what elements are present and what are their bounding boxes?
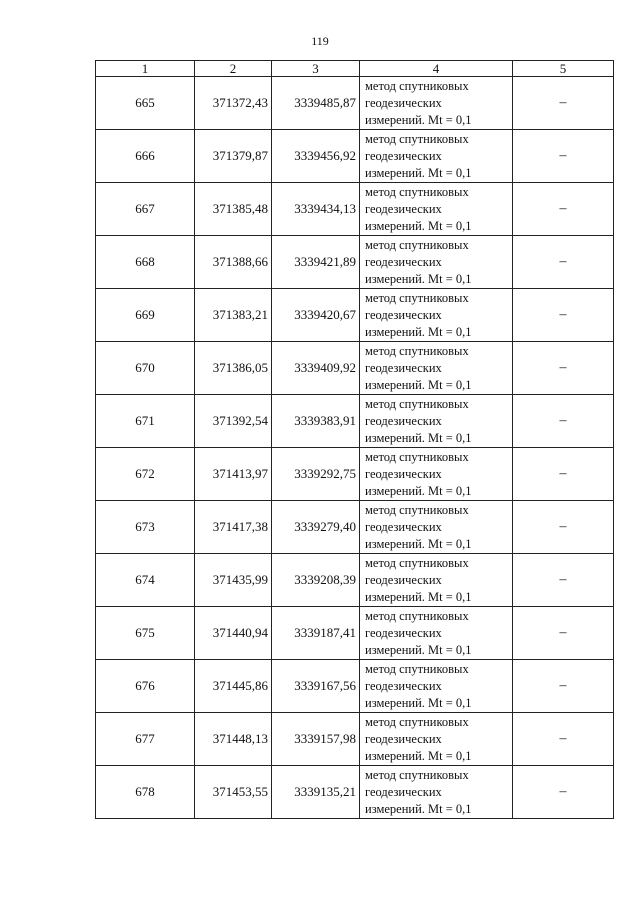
method-line: геодезических <box>365 254 442 269</box>
method-line: геодезических <box>365 784 442 799</box>
method-line: измерений. Mt = 0,1 <box>365 165 472 180</box>
x-coordinate-cell: 371383,21 <box>195 289 272 342</box>
point-number-cell: 672 <box>96 448 195 501</box>
method-line: метод спутниковых <box>365 449 469 464</box>
table-row <box>96 130 614 183</box>
note-cell: – <box>513 607 614 660</box>
point-number-cell: 667 <box>96 183 195 236</box>
method-line: измерений. Mt = 0,1 <box>365 483 472 498</box>
point-number-cell: 669 <box>96 289 195 342</box>
method-line: измерений. Mt = 0,1 <box>365 642 472 657</box>
note-cell: – <box>513 395 614 448</box>
method-line: метод спутниковых <box>365 343 469 358</box>
note-cell: – <box>513 77 614 130</box>
method-line: метод спутниковых <box>365 78 469 93</box>
method-line: измерений. Mt = 0,1 <box>365 589 472 604</box>
x-coordinate-cell: 371440,94 <box>195 607 272 660</box>
method-cell <box>360 395 513 448</box>
method-line: метод спутниковых <box>365 237 469 252</box>
y-coordinate-cell: 3339279,40 <box>272 501 360 554</box>
y-coordinate-cell: 3339485,87 <box>272 77 360 130</box>
y-coordinate-cell: 3339135,21 <box>272 766 360 819</box>
point-number-cell: 678 <box>96 766 195 819</box>
method-cell <box>360 713 513 766</box>
method-line: геодезических <box>365 625 442 640</box>
point-number-cell: 677 <box>96 713 195 766</box>
note-cell: – <box>513 713 614 766</box>
note-cell: – <box>513 554 614 607</box>
point-number-cell: 665 <box>96 77 195 130</box>
method-cell <box>360 607 513 660</box>
note-cell: – <box>513 130 614 183</box>
column-header: 4 <box>360 61 513 77</box>
table-row <box>96 448 614 501</box>
method-line: метод спутниковых <box>365 661 469 676</box>
point-number-cell: 671 <box>96 395 195 448</box>
y-coordinate-cell: 3339421,89 <box>272 236 360 289</box>
method-line: геодезических <box>365 201 442 216</box>
method-cell <box>360 501 513 554</box>
column-header: 1 <box>96 61 195 77</box>
x-coordinate-cell: 371453,55 <box>195 766 272 819</box>
point-number-cell: 670 <box>96 342 195 395</box>
method-line: геодезических <box>365 360 442 375</box>
table-row <box>96 607 614 660</box>
method-cell <box>360 660 513 713</box>
method-cell <box>360 448 513 501</box>
method-line: метод спутниковых <box>365 290 469 305</box>
x-coordinate-cell: 371372,43 <box>195 77 272 130</box>
table-row <box>96 554 614 607</box>
method-line: геодезических <box>365 95 442 110</box>
y-coordinate-cell: 3339157,98 <box>272 713 360 766</box>
method-cell <box>360 77 513 130</box>
table-row <box>96 236 614 289</box>
method-line: измерений. Mt = 0,1 <box>365 748 472 763</box>
method-cell <box>360 130 513 183</box>
table-row <box>96 395 614 448</box>
x-coordinate-cell: 371417,38 <box>195 501 272 554</box>
method-line: геодезических <box>365 307 442 322</box>
y-coordinate-cell: 3339409,92 <box>272 342 360 395</box>
table-header-row <box>96 61 614 77</box>
method-line: метод спутниковых <box>365 555 469 570</box>
x-coordinate-cell: 371435,99 <box>195 554 272 607</box>
table-row <box>96 501 614 554</box>
column-header: 2 <box>195 61 272 77</box>
point-number-cell: 666 <box>96 130 195 183</box>
x-coordinate-cell: 371386,05 <box>195 342 272 395</box>
method-line: измерений. Mt = 0,1 <box>365 271 472 286</box>
note-cell: – <box>513 289 614 342</box>
method-line: геодезических <box>365 572 442 587</box>
method-line: измерений. Mt = 0,1 <box>365 695 472 710</box>
method-cell <box>360 289 513 342</box>
note-cell: – <box>513 660 614 713</box>
table-row <box>96 77 614 130</box>
method-cell <box>360 183 513 236</box>
method-line: метод спутниковых <box>365 131 469 146</box>
page-number: 119 <box>311 34 329 48</box>
point-number-cell: 668 <box>96 236 195 289</box>
note-cell: – <box>513 236 614 289</box>
table-row <box>96 660 614 713</box>
point-number-cell: 673 <box>96 501 195 554</box>
y-coordinate-cell: 3339383,91 <box>272 395 360 448</box>
y-coordinate-cell: 3339208,39 <box>272 554 360 607</box>
method-cell <box>360 554 513 607</box>
x-coordinate-cell: 371448,13 <box>195 713 272 766</box>
method-line: измерений. Mt = 0,1 <box>365 377 472 392</box>
x-coordinate-cell: 371392,54 <box>195 395 272 448</box>
method-line: метод спутниковых <box>365 767 469 782</box>
method-line: геодезических <box>365 678 442 693</box>
x-coordinate-cell: 371445,86 <box>195 660 272 713</box>
y-coordinate-cell: 3339187,41 <box>272 607 360 660</box>
y-coordinate-cell: 3339167,56 <box>272 660 360 713</box>
y-coordinate-cell: 3339292,75 <box>272 448 360 501</box>
y-coordinate-cell: 3339420,67 <box>272 289 360 342</box>
point-number-cell: 675 <box>96 607 195 660</box>
note-cell: – <box>513 766 614 819</box>
method-line: геодезических <box>365 519 442 534</box>
y-coordinate-cell: 3339456,92 <box>272 130 360 183</box>
method-line: геодезических <box>365 466 442 481</box>
coordinates-table <box>95 60 614 819</box>
method-line: метод спутниковых <box>365 608 469 623</box>
method-cell <box>360 342 513 395</box>
note-cell: – <box>513 501 614 554</box>
x-coordinate-cell: 371379,87 <box>195 130 272 183</box>
method-cell <box>360 766 513 819</box>
method-cell <box>360 236 513 289</box>
method-line: геодезических <box>365 731 442 746</box>
method-line: геодезических <box>365 148 442 163</box>
table-row <box>96 342 614 395</box>
column-header: 3 <box>272 61 360 77</box>
method-line: измерений. Mt = 0,1 <box>365 801 472 816</box>
note-cell: – <box>513 448 614 501</box>
table-row <box>96 766 614 819</box>
note-cell: – <box>513 183 614 236</box>
method-line: геодезических <box>365 413 442 428</box>
table-row <box>96 183 614 236</box>
column-header: 5 <box>513 61 614 77</box>
table-row <box>96 713 614 766</box>
table-row <box>96 289 614 342</box>
method-line: измерений. Mt = 0,1 <box>365 324 472 339</box>
x-coordinate-cell: 371413,97 <box>195 448 272 501</box>
method-line: метод спутниковых <box>365 502 469 517</box>
method-line: измерений. Mt = 0,1 <box>365 112 472 127</box>
x-coordinate-cell: 371388,66 <box>195 236 272 289</box>
method-line: измерений. Mt = 0,1 <box>365 536 472 551</box>
point-number-cell: 674 <box>96 554 195 607</box>
x-coordinate-cell: 371385,48 <box>195 183 272 236</box>
point-number-cell: 676 <box>96 660 195 713</box>
method-line: метод спутниковых <box>365 184 469 199</box>
table-body <box>96 77 614 819</box>
method-line: измерений. Mt = 0,1 <box>365 218 472 233</box>
method-line: измерений. Mt = 0,1 <box>365 430 472 445</box>
method-line: метод спутниковых <box>365 714 469 729</box>
method-line: метод спутниковых <box>365 396 469 411</box>
note-cell: – <box>513 342 614 395</box>
y-coordinate-cell: 3339434,13 <box>272 183 360 236</box>
